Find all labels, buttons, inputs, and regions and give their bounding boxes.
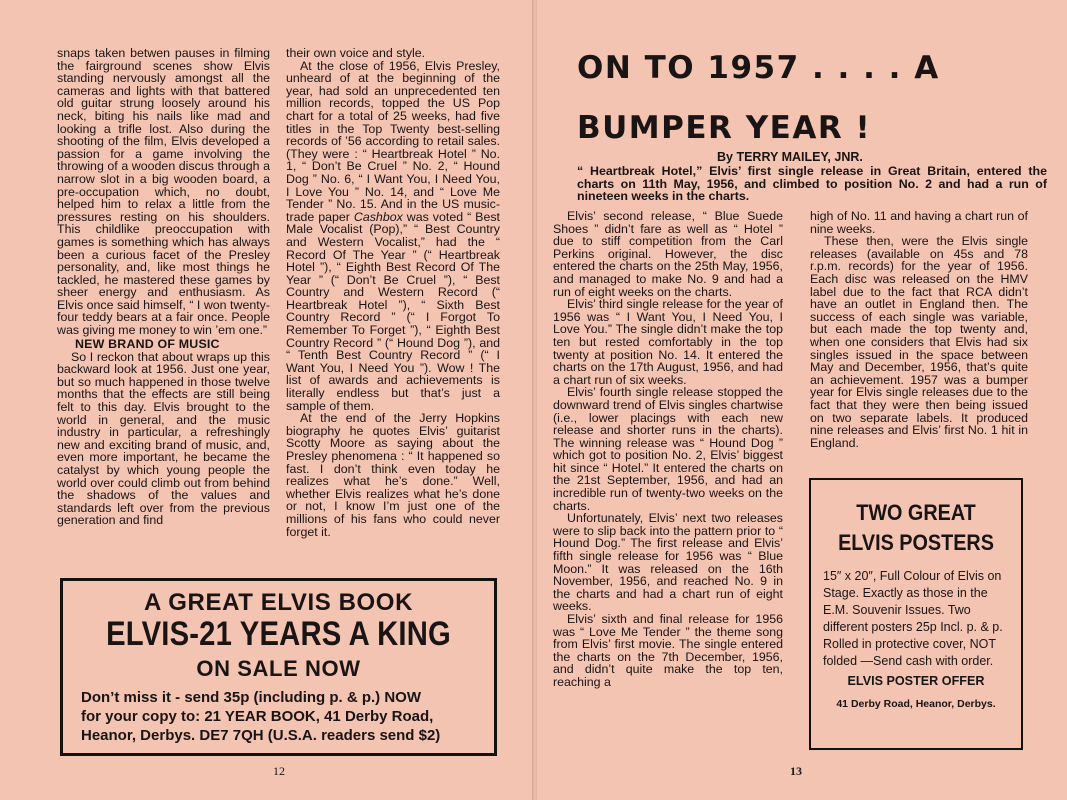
paragraph: Elvis’ second release, “ Blue Suede Shoes ” didn’t fare as well as “ Hotel ” due to stiff competition from the Carl Perkins original. However, the disc entered the charts on the 25th May, 1956, and managed to make No. 9 and had a run of eight weeks on the charts. [553,209,783,299]
ad-order-line: for your copy to: 21 YEAR BOOK, 41 Derby Road, [81,708,434,725]
title-line: ON TO 1957 . . . . A [577,50,940,86]
page-number: 13 [790,764,802,778]
article-title [577,38,1047,158]
ad-description: 15″ x 20″, Full Colour of Elvis on Stage. Exactly as those in the E.M. Souvenir Issues. Two different posters 25p Incl. p. & p. Rolled in protective cover, NOT folded —Send cash with order. [823,569,1003,668]
right-page [537,0,1067,800]
paragraph: snaps taken betwen pauses in filming the fairground scenes show Elvis standing nervously amongst all the cameras and lights with that battered old guitar strung loosely around his neck, biting his nails like mad and looking a trifle lost. Also during the shooting of the film, Elvis developed a passion for a game involving the throwing of a wooden discus through a narrow slot in a big wooden board, a pre-occupation which, no doubt, helped him to relax a little from the pressures resting on his shoulders. This childlike preoccupation with games is something which has always been a curious facet of the Presley personality, and, like most things he tackled, he mastered these games by sheer energy and enthusiasm. As Elvis once said himself, “ I won twenty-four teddy bears at a fair once. People was giving me money to win ’em one.” [57,46,270,338]
paragraph: Unfortunately, Elvis’ next two releases were to slip back into the pattern prior to “ Hound Dog.” The first release and Elvis’ fifth single release for 1956 was “ Blue Moon.” It was released on the 16th November, 1956, and reached No. 9 in the charts and had a chart run of eight weeks. [553,511,783,614]
ad-order-line: Don’t miss it - send 35p (including p. & p.) NOW [81,689,421,706]
ad-title: TWO GREAT [856,500,976,525]
paragraph: Elvis’ sixth and final release for 1956 was “ Love Me Tender ” the theme song from Elvis’ first movie. The single entered the charts on the 7th December, 1956, and didn’t quite make the top ten, reaching a [553,612,783,689]
right-column-1 [553,210,783,689]
paragraph-text: was voted “ Best Male Vocalist (Pop),” “ Best Country and Western Vocalist,” had the “ Record Of The Year ” (“ Heartbreak Hotel ”), “ Eighth Best Record Of The Year ” (“ Don’t Be Cruel ”), “ Best Country and Western Record (“ Heartbreak Hotel ”), “ Sixth Best Country Record ” (“ I Forgot To Remember To Forget ”), “ Eighth Best Country Record ” (“ Hound Dog ”), and “ Tenth Best Country Record ” (“ I Want You, I Need You ”). Wow ! The list of awards and achievements is literally endless but that’s just a sample of them. [286,209,500,413]
section-heading: NEW BRAND OF MUSIC [75,336,220,351]
ad-subheadline: ON SALE NOW [196,656,361,681]
ad-title: ELVIS POSTERS [838,530,994,555]
page-number: 12 [273,764,285,778]
ad-order-details [63,688,494,745]
paragraph: their own voice and style. [286,46,426,60]
ad-offer-name: ELVIS POSTER OFFER [847,674,985,688]
left-column-2 [286,47,500,538]
paragraph: high of No. 11 and having a chart run of nine weeks. [810,209,1028,236]
paragraph: So I reckon that about wraps up this backward look at 1956. Just one year, but so much happened in those twelve months that the effects are still being felt to this day. Elvis brought to the world in general, and the music industry in particular, a refreshingly new and exciting brand of music, and, even more important, he became the catalyst by which young people the world over could climb out from behind the shadows of the values and standards left over from the previous generation and find [57,349,270,528]
byline: By TERRY MAILEY, JNR. [717,150,863,164]
ad-order-line: Heanor, Derbys. DE7 7QH (U.S.A. readers send $2) [81,727,441,744]
intro-paragraph: “ Heartbreak Hotel,” Elvis’ first single release in Great Britain, entered the charts on 11th May, 1956, and climbed to position No. 2 and had a run of nineteen weeks in the charts. [577,164,1047,204]
ad-address: 41 Derby Road, Heanor, Derbys. [836,698,996,710]
ad-book-title: ELVIS-21 YEARS A KING [106,615,451,653]
paragraph: Elvis’ third single release for the year of 1956 was “ I Want You, I Need You, I Love You.” The single didn’t make the top ten but rested comfortably in the top twenty at position No. 14. It entered the charts on the 17th August, 1956, and had a chart run of six weeks. [553,297,783,387]
paragraph-text: At the close of 1956, Elvis Presley, unheard of at the beginning of the year, had sold an unprecedented ten million records, topped the US Pop chart for a total of 25 weeks, had five titles in the Top Twenty best-selling records of ’56 according to retail sales. (They were : “ Heartbreak Hotel ” No. 1, “ Don’t Be Cruel ” No. 2, “ Hound Dog ” No. 6, “ I Want You, I Need You, I Love You ” No. 14, and “ Love Me Tender ” No. 15. And in the US music-trade paper [286,58,500,224]
paragraph [286,60,500,413]
right-column-2 [810,210,1028,449]
paragraph: At the end of the Jerry Hopkins biography he quotes Elvis’ guitarist Scotty Moore as saying about the Presley phenomena : “ It happened so fast. I don’t think even today he realizes what he’s done.” Well, whether Elvis realizes what he’s done or not, I know I’m just one of the millions of his fans who could never forget it. [286,411,500,539]
paragraph: These then, were the Elvis single releases (available on 45s and 78 r.p.m. records) for the year of 1956. Each disc was released on the HMV label due to the fact that RCA didn’t have an outlet in England then. The success of each single was variable, but each made the top twenty and, when one considers that Elvis had six singles issued in the space between May and December, 1956, that’s quite an achievement. 1957 was a bumper year for Elvis single releases due to the fact that they were then being issued on two separate labels. It produced nine releases and Elvis’ first No. 1 hit in England. [810,234,1028,450]
ad-headline: A GREAT ELVIS BOOK [143,589,414,616]
book-advertisement [60,578,497,756]
paragraph: Elvis’ fourth single release stopped the downward trend of Elvis singles chartwise (i.e., lower placings with each new release and shorter runs in the charts). The winning release was “ Hound Dog ” which got to position No. 2, Elvis’ biggest hit since “ Hotel.” It entered the charts on the 21st September, 1956, and had an incredible run of twenty-two weeks on the charts. [553,385,783,513]
publication-name: Cashbox [353,209,403,224]
poster-advertisement [809,478,1023,750]
title-line: BUMPER YEAR ! [577,110,872,146]
left-column-1 [57,47,270,527]
